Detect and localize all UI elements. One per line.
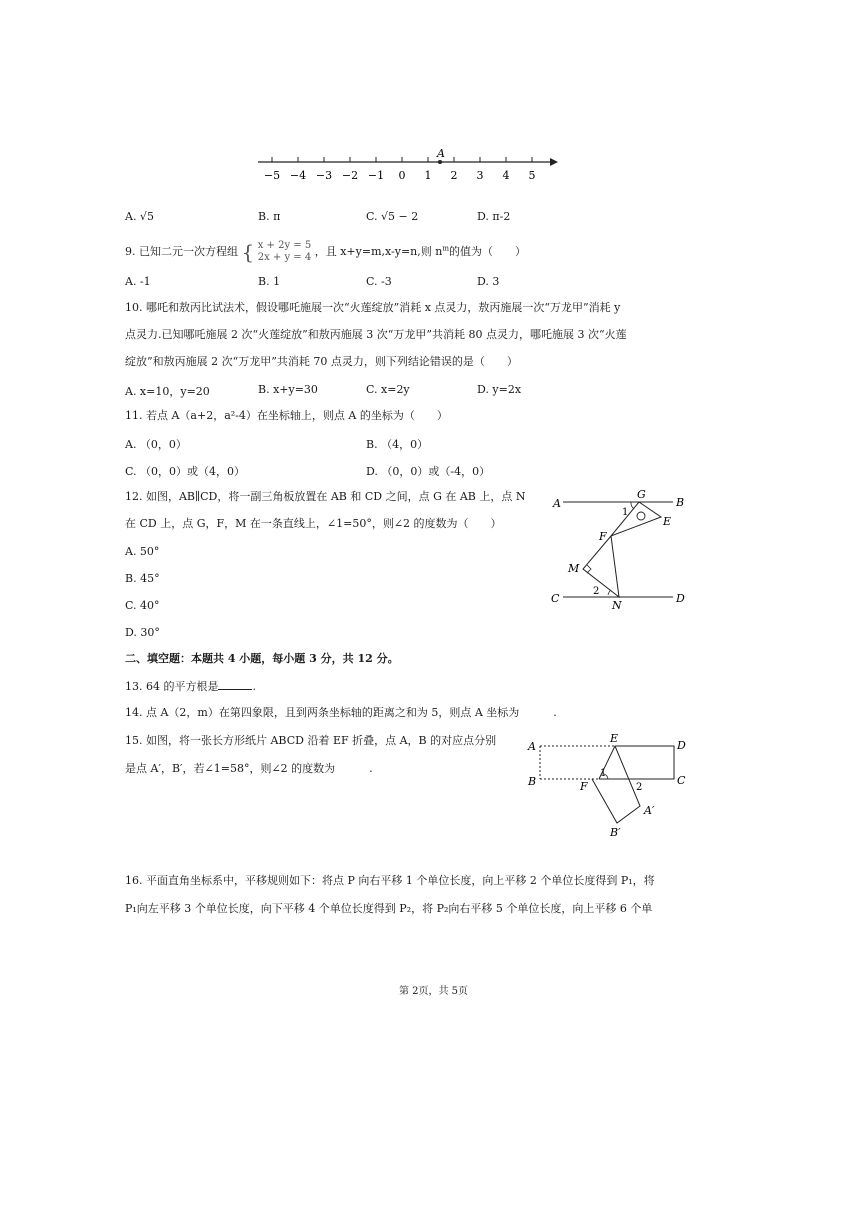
number-line xyxy=(250,145,570,185)
q15-figure xyxy=(522,732,697,842)
q12-label-b: B xyxy=(676,496,685,509)
q12-label-1: 1 xyxy=(622,507,629,518)
q9-prefix: 9. 已知二元一次方程组 xyxy=(125,245,238,258)
q11-option-a: A. （0，0） xyxy=(125,438,187,451)
q16-line-2: P₁向左平移 3 个单位长度，向下平移 4 个单位长度得到 P₂，将 P₂向右平移 5 个单位长度，向上平移 6 个单 xyxy=(125,902,653,915)
q12-figure xyxy=(545,485,695,615)
q11-option-d: D. （0，0）或（-4，0） xyxy=(366,465,491,478)
q9-eq1: x + 2y = 5 xyxy=(257,240,312,251)
q12-label-g: G xyxy=(637,488,646,501)
q16-line-1: 16. 平面直角坐标系中，平移规则如下：将点 P 向右平移 1 个单位长度，向上平移 2 个单位长度得到 P₁，将 xyxy=(125,874,655,887)
q15-label-b: B xyxy=(528,775,537,788)
q13-text: 13. 64 的平方根是 xyxy=(125,680,219,693)
q10-option-b: B. x+y=30 xyxy=(258,383,318,396)
q15-label-2: 2 xyxy=(636,782,643,793)
q10-option-c: C. x=2y xyxy=(366,383,410,396)
q12-label-d: D xyxy=(676,592,685,605)
number-line-tick-label: −1 xyxy=(367,169,385,182)
q14-stem xyxy=(125,706,557,720)
number-line-tick-label: 4 xyxy=(502,169,510,182)
q15-label-a-prime: A′ xyxy=(644,804,655,817)
number-line-tick-label: 5 xyxy=(528,169,536,182)
q15-label-e: E xyxy=(610,732,619,745)
q12-option-b: B. 45° xyxy=(125,572,160,585)
q13-answer-blank[interactable] xyxy=(218,679,252,690)
section-2-heading: 二、填空题：本题共 4 小题，每小题 3 分，共 12 分。 xyxy=(125,652,399,665)
number-line-tick-label: −3 xyxy=(315,169,333,182)
q9-suffix: ，且 x+y=m,x-y=n,则 n xyxy=(314,245,443,258)
number-line-tick-label: −4 xyxy=(289,169,307,182)
q10-option-a: A. x=10，y=20 xyxy=(125,385,210,398)
q8-option-a: A. √5 xyxy=(125,210,154,223)
page-footer: 第 2页，共 5页 xyxy=(398,986,469,997)
point-a-dot xyxy=(438,160,442,164)
q15-end: . xyxy=(369,762,373,775)
q13-end: . xyxy=(252,680,256,693)
q12-label-2: 2 xyxy=(593,586,600,597)
q10-option-d: D. y=2x xyxy=(477,383,522,396)
q15-label-b-prime: B′ xyxy=(610,826,621,839)
q8-option-c: C. √5 − 2 xyxy=(366,210,419,223)
q9-option-c: C. -3 xyxy=(366,275,392,288)
q13-stem xyxy=(125,679,256,694)
q9-sup: m xyxy=(442,244,449,253)
q9-end: 的值为（ ） xyxy=(448,245,526,258)
q15-label-f: F xyxy=(580,780,588,793)
number-line-tick-label: 3 xyxy=(476,169,484,182)
q15-label-c: C xyxy=(677,774,686,787)
q9-option-b: B. 1 xyxy=(258,275,281,288)
number-line-tick-label: −5 xyxy=(263,169,281,182)
q14-text: 14. 点 A（2，m）在第四象限，且到两条坐标轴的距离之和为 5，则点 A 坐标为 xyxy=(125,706,520,719)
q12-label-n: N xyxy=(612,599,622,612)
q9-option-d: D. 3 xyxy=(477,275,500,288)
q11-option-b: B. （4，0） xyxy=(366,438,429,451)
q12-line-2: 在 CD 上，点 G，F，M 在一条直线上，∠1=50°，则∠2 的度数为（ ） xyxy=(125,517,502,530)
q14-end: . xyxy=(553,706,557,719)
q9-eq2: 2x + y = 4 xyxy=(257,252,312,263)
q10-line-1: 10. 哪吒和敖丙比试法术，假设哪吒施展一次“火莲绽放”消耗 x 点灵力，敖丙施展一次“万龙甲”消耗 y xyxy=(125,301,621,314)
q11-option-c: C. （0，0）或（4，0） xyxy=(125,465,246,478)
q15-label-d: D xyxy=(677,739,686,752)
q12-label-m: M xyxy=(568,562,580,575)
number-line-tick-label: 1 xyxy=(424,169,432,182)
q12-label-f: F xyxy=(599,530,607,543)
q12-label-e: E xyxy=(663,515,672,528)
q9-stem: 9. 已知二元一次方程组 { x + 2y = 5 2x + y = 4 ，且 x+y=m,x-y=n,则 $n^m$的值为（ ） xyxy=(125,240,526,264)
q12-option-d: D. 30° xyxy=(125,626,160,639)
q8-option-b: B. π xyxy=(258,210,281,223)
q8-option-d: D. π-2 xyxy=(477,210,511,223)
q12-option-a: A. 50° xyxy=(125,545,160,558)
number-line-tick-label: −2 xyxy=(341,169,359,182)
number-line-tick-label: 2 xyxy=(450,169,458,182)
q15-line-2 xyxy=(125,762,373,776)
q12-line-1: 12. 如图，AB∥CD，将一副三角板放置在 AB 和 CD 之间，点 G 在 AB 上，点 N xyxy=(125,490,526,503)
q12-label-a: A xyxy=(553,497,561,510)
q11-stem: 11. 若点 A（a+2，a²-4）在坐标轴上，则点 A 的坐标为（ ） xyxy=(125,409,448,422)
q15-line-1: 15. 如图，将一张长方形纸片 ABCD 沿着 EF 折叠，点 A，B 的对应点分别 xyxy=(125,734,497,747)
q12-option-c: C. 40° xyxy=(125,599,160,612)
q15-label-1: 1 xyxy=(600,768,607,779)
q15-line-2-text: 是点 A′，B′，若∠1=58°，则∠2 的度数为 xyxy=(125,762,336,775)
q9-option-a: A. -1 xyxy=(125,275,151,288)
number-line-tick-label: 0 xyxy=(398,169,406,182)
q10-line-3: 绽放”和敖丙施展 2 次“万龙甲”共消耗 70 点灵力，则下列结论错误的是（ ） xyxy=(125,355,518,368)
q12-label-c: C xyxy=(551,592,560,605)
point-a-label: A xyxy=(437,147,445,160)
q10-line-2: 点灵力.已知哪吒施展 2 次“火莲绽放”和敖丙施展 3 次“万龙甲”共消耗 80 点灵力，哪吒施展 3 次“火莲 xyxy=(125,328,627,341)
q15-label-a: A xyxy=(528,740,536,753)
